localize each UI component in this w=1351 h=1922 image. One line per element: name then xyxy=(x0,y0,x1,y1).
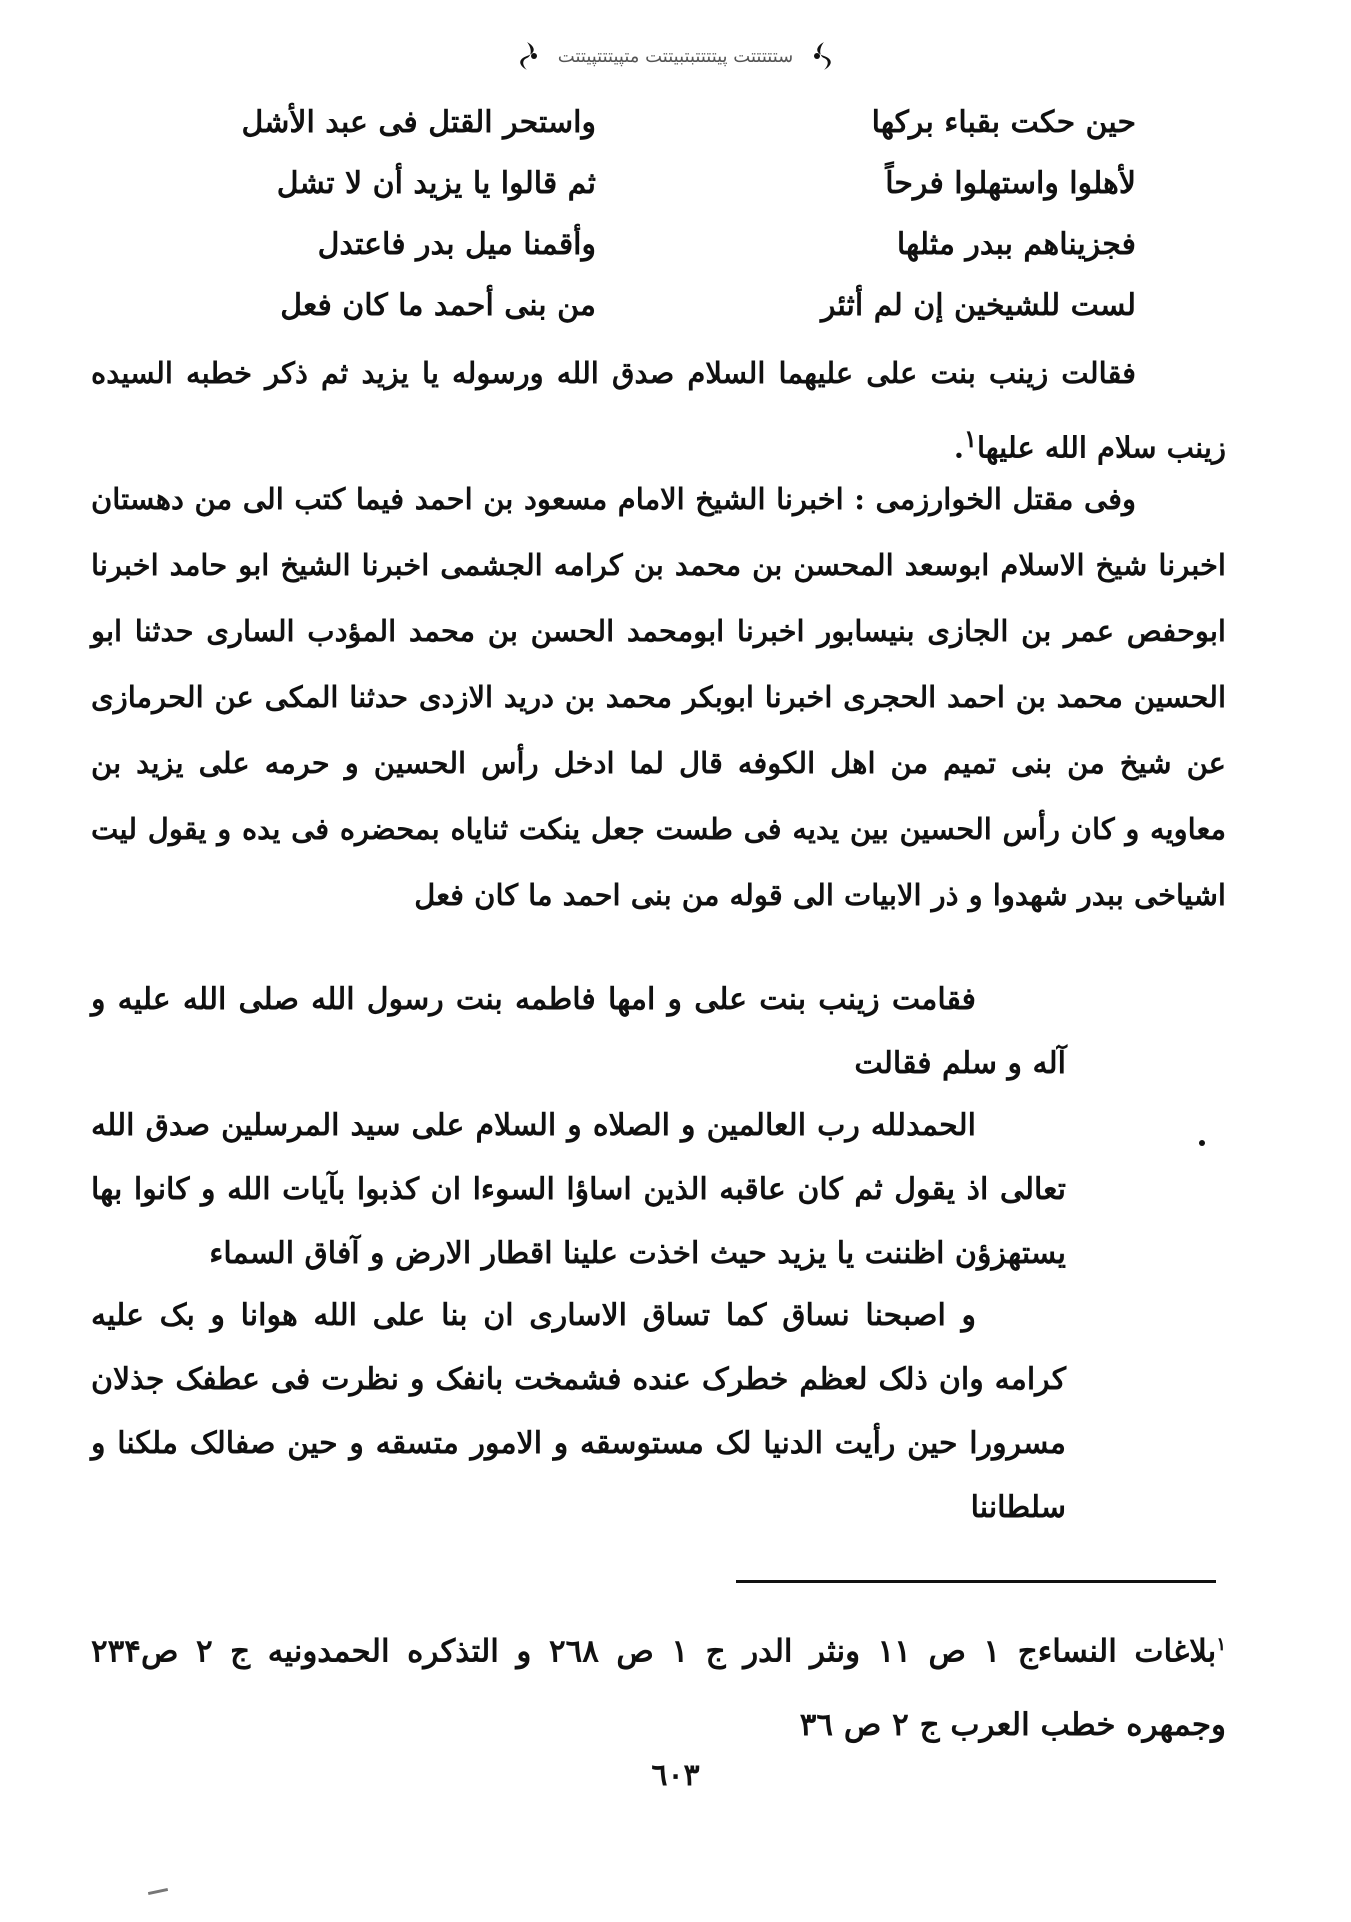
page-number: ٦٠٣ xyxy=(651,1758,700,1793)
verse-first-hemistich: لست للشيخين إن لم أثئر xyxy=(820,288,1136,323)
verse-line xyxy=(0,153,1351,214)
quote-sermon-part-1: الحمدلله رب العالمين و الصلاه و السلام على سيد المرسلين صدق الله تعالى اذ يقول ثم كان عاقبه الذين اساؤا السوءا ان كذبوا بآيات الله و كانوا بها يستهزؤن اظننت يا يزيد حيث اخذت علينا اقطار الارض و آفاق السماء xyxy=(91,1108,1066,1271)
footnote-separator xyxy=(736,1580,1216,1583)
footnote-marker: ١ xyxy=(1216,1634,1226,1655)
verse-first-hemistich: لأهلوا واستهلوا فرحاً xyxy=(885,166,1136,201)
verse-first-hemistich: حين حكت بقباء بركها xyxy=(871,105,1136,140)
margin-dot xyxy=(1199,1140,1205,1146)
quote-sermon-part-2: و اصبحنا نساق كما تساق الاسارى ان بنا على الله هوانا و بک عليه كرامه وان ذلک لعظم خطرک عنده فشمخت بانفک و نظرت فى عطفک جذلان مسرورا حين رأيت الدنيا لک مستوسقه و الامور متسقه و حين صفالک ملكنا و سلطاننا xyxy=(91,1298,1066,1525)
footnote-text: بلاغات النساءج ١ ص ١١ ونثر الدر ج ١ ص ٢٦٨ و التذكره الحمدونيه ج ٢ ص٢٣۴ وجمهره خطب العرب ج ٢ ص ٣٦ xyxy=(91,1633,1226,1744)
paragraph-zaynab-reply: فقالت زينب بنت على عليهما السلام صدق الله ورسوله يا يزيد ثم ذكر خطبه السيده زينب سلام الله عليها$^١$. xyxy=(91,356,1226,465)
quote-intro: فقامت زينب بنت على و امها فاطمه بنت رسول الله صلى الله عليه و آله و سلم فقالت xyxy=(91,982,1066,1081)
poem-verses xyxy=(0,92,1351,336)
verse-first-hemistich: فجزيناهم ببدر مثلها xyxy=(896,227,1136,262)
running-title: ستتتتتت پیتتتتبتبیتتت متپیتتتپیتتت xyxy=(557,45,794,67)
verse-second-hemistich: ثم قالوا يا يزيد أن لا تشل xyxy=(276,166,596,201)
verse-second-hemistich: وأقمنا ميل بدر فاعتدل xyxy=(317,227,596,262)
verse-line xyxy=(0,275,1351,336)
left-ornament-icon xyxy=(510,39,544,73)
verse-second-hemistich: واستحر القتل فى عبد الأشل xyxy=(241,105,596,140)
paragraph-khwarazmi: وفى مقتل الخوارزمى : اخبرنا الشيخ الامام مسعود بن احمد فيما كتب الى من دهستان اخبرنا شيخ الاسلام ابوسعد المحسن بن محمد بن كرامه الجشمى اخبرنا الشيخ ابو حامد اخبرنا ابوحفص عمر بن الجازى بنيسابور اخبرنا ابومحمد الحسن بن محمد المؤدب السارى حدثنا ابو الحسين محمد بن احمد الحجرى اخبرنا ابوبكر محمد بن دريد الازدى حدثنا المكى عن الحرمازى عن شيخ من بنى تميم من اهل الكوفه قال لما ادخل رأس الحسين و حرمه على يزيد بن معاويه و كان رأس الحسين بين يديه فى طست جعل ينكت ثناياه بمحضره فى يده و يقول ليت اشياخى ببدر شهدوا و ذر الابيات الى قوله من بنى احمد ما كان فعل xyxy=(91,482,1226,912)
paragraph-text: فقالت زينب بنت على عليهما السلام صدق الله ورسوله يا يزيد ثم ذكر خطبه السيده زينب سلام الله عليها xyxy=(91,356,1226,465)
verse-line xyxy=(0,92,1351,153)
footnote-reference: ١ xyxy=(963,424,977,453)
verse-line xyxy=(0,214,1351,275)
verse-second-hemistich: من بنى أحمد ما كان فعل xyxy=(280,288,596,323)
footnote xyxy=(91,1608,1226,1762)
scan-mark xyxy=(148,1888,168,1895)
right-ornament-icon xyxy=(807,39,841,73)
running-header xyxy=(0,38,1351,74)
